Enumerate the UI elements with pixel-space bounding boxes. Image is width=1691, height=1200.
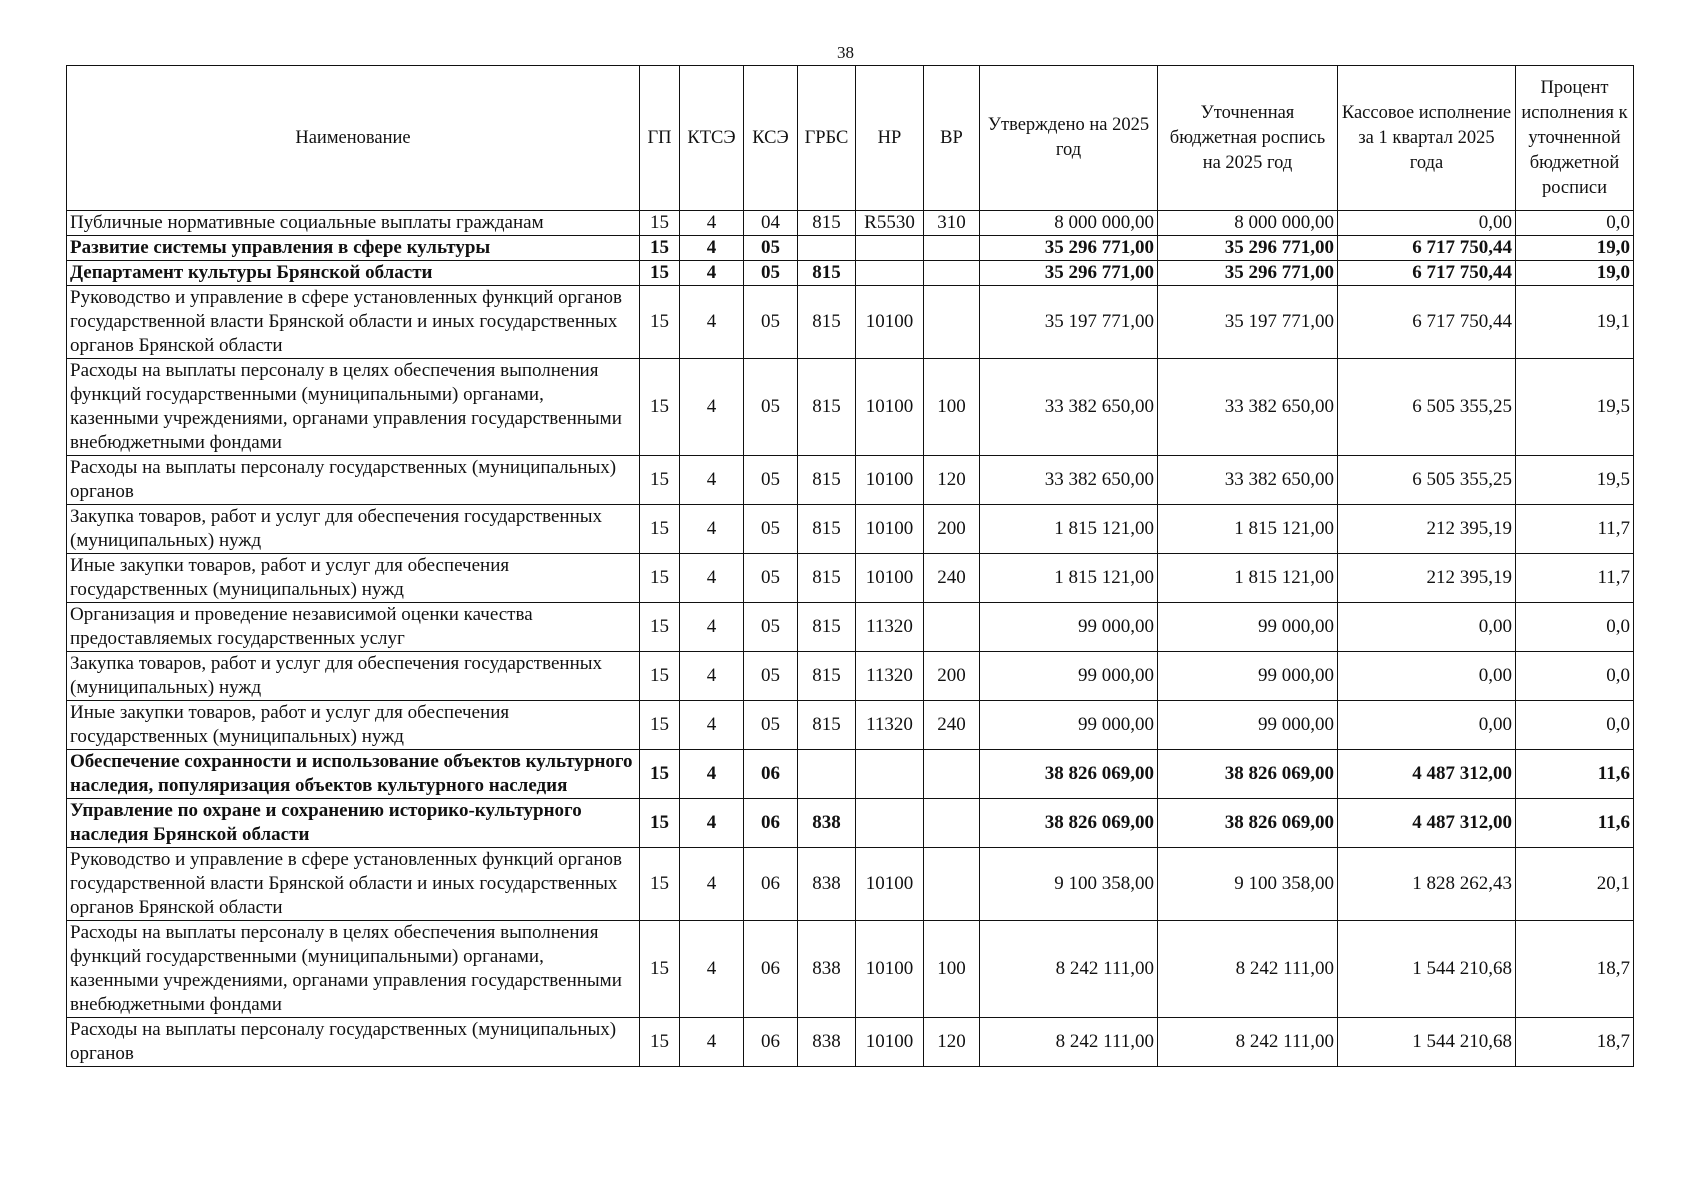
cell-gp: 15 bbox=[640, 211, 680, 236]
cell-name: Развитие системы управления в сфере культуры bbox=[67, 236, 640, 261]
table-row bbox=[67, 359, 1634, 456]
cell-kse: 05 bbox=[744, 456, 798, 505]
cell-name: Закупка товаров, работ и услуг для обеспечения государственных (муниципальных) нужд bbox=[67, 505, 640, 554]
cell-grbs: 815 bbox=[798, 261, 856, 286]
cell-gp: 15 bbox=[640, 652, 680, 701]
cell-nr: 10100 bbox=[856, 848, 924, 921]
header-name: Наименование bbox=[67, 66, 640, 211]
cell-refined: 9 100 358,00 bbox=[1158, 848, 1338, 921]
cell-vr bbox=[924, 799, 980, 848]
cell-nr bbox=[856, 261, 924, 286]
cell-name: Публичные нормативные социальные выплаты гражданам bbox=[67, 211, 640, 236]
cell-nr: 11320 bbox=[856, 652, 924, 701]
cell-nr: 11320 bbox=[856, 603, 924, 652]
cell-refined: 8 242 111,00 bbox=[1158, 1018, 1338, 1067]
cell-ktse: 4 bbox=[680, 505, 744, 554]
cell-vr: 120 bbox=[924, 1018, 980, 1067]
cell-cash: 1 828 262,43 bbox=[1338, 848, 1516, 921]
table-row bbox=[67, 921, 1634, 1018]
cell-percent: 11,6 bbox=[1516, 799, 1634, 848]
cell-kse: 06 bbox=[744, 799, 798, 848]
cell-refined: 33 382 650,00 bbox=[1158, 359, 1338, 456]
cell-percent: 19,0 bbox=[1516, 236, 1634, 261]
cell-name: Иные закупки товаров, работ и услуг для обеспечения государственных (муниципальных) нужд bbox=[67, 554, 640, 603]
cell-ktse: 4 bbox=[680, 211, 744, 236]
header-row bbox=[67, 66, 1634, 211]
cell-vr: 200 bbox=[924, 505, 980, 554]
cell-grbs: 838 bbox=[798, 921, 856, 1018]
cell-kse: 05 bbox=[744, 286, 798, 359]
cell-percent: 11,6 bbox=[1516, 750, 1634, 799]
cell-refined: 8 242 111,00 bbox=[1158, 921, 1338, 1018]
cell-percent: 18,7 bbox=[1516, 1018, 1634, 1067]
cell-nr bbox=[856, 236, 924, 261]
cell-nr: 10100 bbox=[856, 456, 924, 505]
cell-ktse: 4 bbox=[680, 261, 744, 286]
cell-cash: 6 717 750,44 bbox=[1338, 236, 1516, 261]
cell-grbs: 815 bbox=[798, 359, 856, 456]
table-body bbox=[67, 211, 1634, 1067]
cell-gp: 15 bbox=[640, 921, 680, 1018]
cell-approved: 38 826 069,00 bbox=[980, 750, 1158, 799]
cell-name: Расходы на выплаты персоналу государственных (муниципальных) органов bbox=[67, 1018, 640, 1067]
cell-gp: 15 bbox=[640, 1018, 680, 1067]
cell-kse: 05 bbox=[744, 261, 798, 286]
cell-gp: 15 bbox=[640, 236, 680, 261]
cell-refined: 8 000 000,00 bbox=[1158, 211, 1338, 236]
table-row bbox=[67, 603, 1634, 652]
cell-ktse: 4 bbox=[680, 848, 744, 921]
cell-approved: 38 826 069,00 bbox=[980, 799, 1158, 848]
cell-nr: R5530 bbox=[856, 211, 924, 236]
cell-approved: 33 382 650,00 bbox=[980, 359, 1158, 456]
cell-refined: 38 826 069,00 bbox=[1158, 750, 1338, 799]
table-row bbox=[67, 211, 1634, 236]
cell-approved: 8 242 111,00 bbox=[980, 921, 1158, 1018]
cell-grbs: 815 bbox=[798, 286, 856, 359]
cell-cash: 0,00 bbox=[1338, 652, 1516, 701]
cell-gp: 15 bbox=[640, 505, 680, 554]
cell-cash: 6 505 355,25 bbox=[1338, 359, 1516, 456]
cell-grbs: 815 bbox=[798, 603, 856, 652]
cell-cash: 1 544 210,68 bbox=[1338, 1018, 1516, 1067]
cell-grbs: 815 bbox=[798, 211, 856, 236]
cell-approved: 33 382 650,00 bbox=[980, 456, 1158, 505]
cell-approved: 99 000,00 bbox=[980, 701, 1158, 750]
cell-vr: 100 bbox=[924, 359, 980, 456]
cell-kse: 06 bbox=[744, 848, 798, 921]
table-row bbox=[67, 1018, 1634, 1067]
cell-nr: 10100 bbox=[856, 505, 924, 554]
cell-cash: 0,00 bbox=[1338, 603, 1516, 652]
cell-grbs: 815 bbox=[798, 554, 856, 603]
cell-kse: 06 bbox=[744, 921, 798, 1018]
cell-approved: 1 815 121,00 bbox=[980, 505, 1158, 554]
cell-kse: 06 bbox=[744, 1018, 798, 1067]
cell-name: Иные закупки товаров, работ и услуг для обеспечения государственных (муниципальных) нужд bbox=[67, 701, 640, 750]
cell-nr bbox=[856, 750, 924, 799]
cell-grbs: 815 bbox=[798, 701, 856, 750]
cell-vr: 200 bbox=[924, 652, 980, 701]
cell-gp: 15 bbox=[640, 359, 680, 456]
cell-kse: 05 bbox=[744, 359, 798, 456]
cell-gp: 15 bbox=[640, 456, 680, 505]
cell-name: Организация и проведение независимой оценки качества предоставляемых государственных услуг bbox=[67, 603, 640, 652]
cell-ktse: 4 bbox=[680, 701, 744, 750]
cell-cash: 4 487 312,00 bbox=[1338, 750, 1516, 799]
cell-name: Обеспечение сохранности и использование объектов культурного наследия, популяризация объектов культурного наследия bbox=[67, 750, 640, 799]
cell-percent: 19,5 bbox=[1516, 359, 1634, 456]
header-kse: КСЭ bbox=[744, 66, 798, 211]
cell-vr bbox=[924, 286, 980, 359]
cell-refined: 35 296 771,00 bbox=[1158, 236, 1338, 261]
cell-vr: 240 bbox=[924, 554, 980, 603]
cell-approved: 35 197 771,00 bbox=[980, 286, 1158, 359]
cell-nr: 10100 bbox=[856, 921, 924, 1018]
cell-ktse: 4 bbox=[680, 236, 744, 261]
cell-kse: 05 bbox=[744, 603, 798, 652]
cell-approved: 35 296 771,00 bbox=[980, 261, 1158, 286]
cell-name: Расходы на выплаты персоналу в целях обеспечения выполнения функций государственными (муниципальными) органами, казенными учреждениями, органами управления государственными внебюджетными фондами bbox=[67, 359, 640, 456]
cell-gp: 15 bbox=[640, 848, 680, 921]
cell-name: Закупка товаров, работ и услуг для обеспечения государственных (муниципальных) нужд bbox=[67, 652, 640, 701]
cell-percent: 0,0 bbox=[1516, 211, 1634, 236]
table-row bbox=[67, 286, 1634, 359]
cell-name: Управление по охране и сохранению историко-культурного наследия Брянской области bbox=[67, 799, 640, 848]
cell-gp: 15 bbox=[640, 261, 680, 286]
cell-vr: 120 bbox=[924, 456, 980, 505]
header-ktse: КТСЭ bbox=[680, 66, 744, 211]
cell-approved: 8 242 111,00 bbox=[980, 1018, 1158, 1067]
cell-name: Департамент культуры Брянской области bbox=[67, 261, 640, 286]
cell-percent: 19,5 bbox=[1516, 456, 1634, 505]
cell-grbs: 815 bbox=[798, 456, 856, 505]
cell-kse: 05 bbox=[744, 554, 798, 603]
cell-vr bbox=[924, 603, 980, 652]
cell-gp: 15 bbox=[640, 750, 680, 799]
cell-kse: 05 bbox=[744, 236, 798, 261]
cell-gp: 15 bbox=[640, 286, 680, 359]
cell-ktse: 4 bbox=[680, 652, 744, 701]
cell-nr: 10100 bbox=[856, 359, 924, 456]
cell-vr bbox=[924, 848, 980, 921]
cell-approved: 1 815 121,00 bbox=[980, 554, 1158, 603]
cell-refined: 99 000,00 bbox=[1158, 652, 1338, 701]
cell-cash: 6 505 355,25 bbox=[1338, 456, 1516, 505]
cell-vr: 240 bbox=[924, 701, 980, 750]
cell-nr: 10100 bbox=[856, 554, 924, 603]
cell-grbs: 815 bbox=[798, 505, 856, 554]
cell-name: Руководство и управление в сфере установленных функций органов государственной власти Брянской области и иных государственных органов Брянской области bbox=[67, 848, 640, 921]
cell-percent: 0,0 bbox=[1516, 603, 1634, 652]
cell-refined: 99 000,00 bbox=[1158, 701, 1338, 750]
cell-cash: 212 395,19 bbox=[1338, 554, 1516, 603]
cell-ktse: 4 bbox=[680, 603, 744, 652]
cell-percent: 11,7 bbox=[1516, 505, 1634, 554]
cell-grbs: 815 bbox=[798, 652, 856, 701]
table-row bbox=[67, 236, 1634, 261]
cell-gp: 15 bbox=[640, 701, 680, 750]
header-nr: НР bbox=[856, 66, 924, 211]
cell-ktse: 4 bbox=[680, 359, 744, 456]
cell-approved: 8 000 000,00 bbox=[980, 211, 1158, 236]
cell-cash: 212 395,19 bbox=[1338, 505, 1516, 554]
table-row bbox=[67, 652, 1634, 701]
cell-kse: 05 bbox=[744, 652, 798, 701]
cell-cash: 1 544 210,68 bbox=[1338, 921, 1516, 1018]
header-gp: ГП bbox=[640, 66, 680, 211]
table-row bbox=[67, 261, 1634, 286]
table-row bbox=[67, 750, 1634, 799]
header-grbs: ГРБС bbox=[798, 66, 856, 211]
cell-cash: 6 717 750,44 bbox=[1338, 261, 1516, 286]
cell-nr: 10100 bbox=[856, 286, 924, 359]
cell-cash: 6 717 750,44 bbox=[1338, 286, 1516, 359]
cell-cash: 4 487 312,00 bbox=[1338, 799, 1516, 848]
page-number: 38 bbox=[837, 43, 854, 62]
cell-ktse: 4 bbox=[680, 799, 744, 848]
cell-refined: 1 815 121,00 bbox=[1158, 505, 1338, 554]
header-approved: Утверждено на 2025 год bbox=[980, 66, 1158, 211]
cell-grbs: 838 bbox=[798, 1018, 856, 1067]
cell-grbs bbox=[798, 236, 856, 261]
budget-execution-table bbox=[66, 65, 1634, 1067]
cell-kse: 04 bbox=[744, 211, 798, 236]
cell-nr: 11320 bbox=[856, 701, 924, 750]
table-row bbox=[67, 505, 1634, 554]
cell-vr: 310 bbox=[924, 211, 980, 236]
cell-refined: 1 815 121,00 bbox=[1158, 554, 1338, 603]
cell-percent: 19,1 bbox=[1516, 286, 1634, 359]
cell-kse: 06 bbox=[744, 750, 798, 799]
cell-nr bbox=[856, 799, 924, 848]
cell-vr bbox=[924, 750, 980, 799]
table-row bbox=[67, 799, 1634, 848]
table-row bbox=[67, 456, 1634, 505]
table-row bbox=[67, 554, 1634, 603]
cell-refined: 35 296 771,00 bbox=[1158, 261, 1338, 286]
header-cash: Кассовое исполнение за 1 квартал 2025 года bbox=[1338, 66, 1516, 211]
cell-refined: 99 000,00 bbox=[1158, 603, 1338, 652]
cell-refined: 35 197 771,00 bbox=[1158, 286, 1338, 359]
cell-ktse: 4 bbox=[680, 750, 744, 799]
table-row bbox=[67, 701, 1634, 750]
cell-refined: 33 382 650,00 bbox=[1158, 456, 1338, 505]
cell-percent: 11,7 bbox=[1516, 554, 1634, 603]
cell-approved: 99 000,00 bbox=[980, 603, 1158, 652]
cell-kse: 05 bbox=[744, 701, 798, 750]
cell-percent: 19,0 bbox=[1516, 261, 1634, 286]
cell-name: Руководство и управление в сфере установленных функций органов государственной власти Брянской области и иных государственных органов Брянской области bbox=[67, 286, 640, 359]
header-refined: Уточненная бюджетная роспись на 2025 год bbox=[1158, 66, 1338, 211]
header-vr: ВР bbox=[924, 66, 980, 211]
cell-percent: 18,7 bbox=[1516, 921, 1634, 1018]
cell-cash: 0,00 bbox=[1338, 701, 1516, 750]
cell-ktse: 4 bbox=[680, 554, 744, 603]
cell-vr: 100 bbox=[924, 921, 980, 1018]
cell-cash: 0,00 bbox=[1338, 211, 1516, 236]
cell-ktse: 4 bbox=[680, 286, 744, 359]
cell-approved: 99 000,00 bbox=[980, 652, 1158, 701]
table-header bbox=[67, 66, 1634, 211]
cell-vr bbox=[924, 261, 980, 286]
cell-ktse: 4 bbox=[680, 1018, 744, 1067]
cell-percent: 0,0 bbox=[1516, 652, 1634, 701]
cell-grbs bbox=[798, 750, 856, 799]
cell-percent: 20,1 bbox=[1516, 848, 1634, 921]
cell-percent: 0,0 bbox=[1516, 701, 1634, 750]
cell-ktse: 4 bbox=[680, 456, 744, 505]
table-row bbox=[67, 848, 1634, 921]
cell-vr bbox=[924, 236, 980, 261]
header-percent: Процент исполнения к уточненной бюджетной росписи bbox=[1516, 66, 1634, 211]
cell-gp: 15 bbox=[640, 799, 680, 848]
cell-refined: 38 826 069,00 bbox=[1158, 799, 1338, 848]
cell-grbs: 838 bbox=[798, 799, 856, 848]
cell-name: Расходы на выплаты персоналу в целях обеспечения выполнения функций государственными (муниципальными) органами, казенными учреждениями, органами управления государственными внебюджетными фондами bbox=[67, 921, 640, 1018]
cell-gp: 15 bbox=[640, 554, 680, 603]
cell-nr: 10100 bbox=[856, 1018, 924, 1067]
cell-ktse: 4 bbox=[680, 921, 744, 1018]
cell-name: Расходы на выплаты персоналу государственных (муниципальных) органов bbox=[67, 456, 640, 505]
cell-kse: 05 bbox=[744, 505, 798, 554]
cell-gp: 15 bbox=[640, 603, 680, 652]
cell-approved: 35 296 771,00 bbox=[980, 236, 1158, 261]
cell-grbs: 838 bbox=[798, 848, 856, 921]
cell-approved: 9 100 358,00 bbox=[980, 848, 1158, 921]
